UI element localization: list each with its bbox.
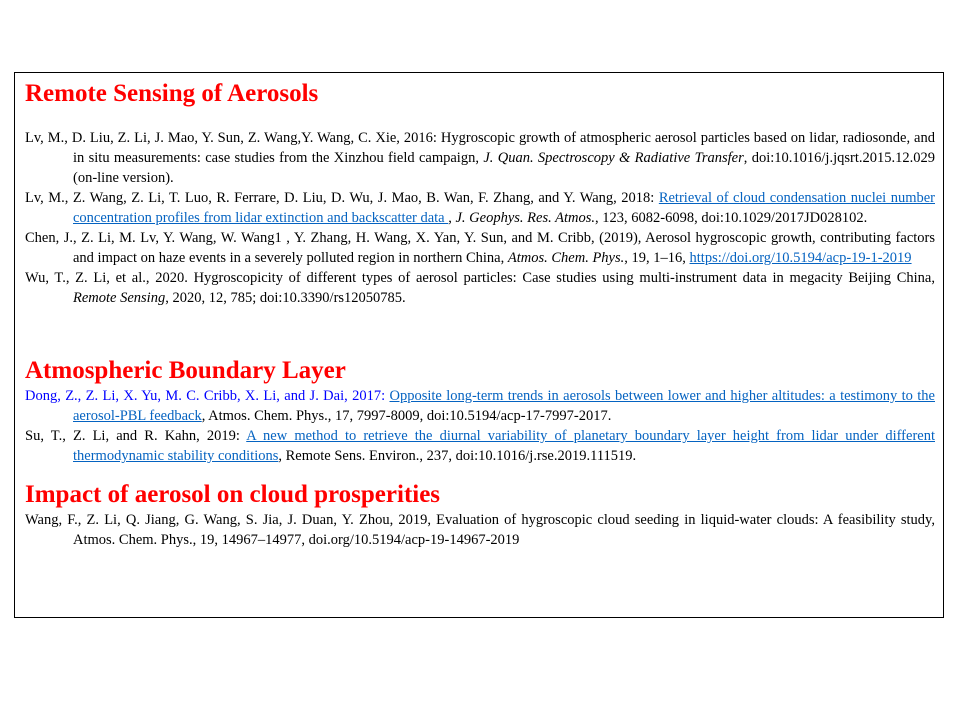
ref-authors: Lv, M., Z. Wang, Z. Li, T. Luo, R. Ferrare, D. Liu, D. Wu, J. Mao, B. Wan, F. Zhang, and Y. Wang, 2018:: [25, 190, 659, 206]
ref-journal: Atmos. Chem. Phys.: [507, 250, 625, 266]
reference-item: [25, 188, 935, 228]
ref-separator: ,: [448, 210, 456, 226]
ref-doi-link[interactable]: https://doi.org/10.5194/acp-19-1-2019: [689, 250, 912, 266]
ref-authors: Dong, Z., Z. Li, X. Yu, M. C. Cribb, X. Li, and J. Dai, 2017:: [25, 388, 390, 404]
ref-title: Hygroscopicity of different types of aerosol particles: Case studies using multi-instrument data in megacity Beijing China,: [193, 270, 935, 286]
ref-authors: Chen, J., Z. Li, M. Lv, Y. Wang, W. Wang1 , Y. Zhang, H. Wang, X. Yan, Y. Sun, and M. Cribb, (2019),: [25, 230, 646, 246]
ref-authors: Su, T., Z. Li, and R. Kahn, 2019:: [25, 428, 247, 444]
ref-tail: , 2020, 12, 785; doi:10.3390/rs12050785.: [165, 290, 406, 306]
ref-mid: , 19, 1–16,: [624, 250, 690, 266]
ref-title-link[interactable]: Retrieval of cloud condensation nuclei number concentration profiles from lidar extinction and backscatter data: [73, 190, 935, 226]
ref-authors: Lv, M., D. Liu, Z. Li, J. Mao, Y. Sun, Z. Wang,Y. Wang, C. Xie, 2016:: [25, 130, 441, 146]
ref-tail: , Atmos. Chem. Phys., 17, 7997-8009, doi:10.5194/acp-17-7997-2017.: [201, 408, 612, 424]
reference-item: [25, 386, 935, 426]
section-title-remote-sensing: Remote Sensing of Aerosols: [25, 80, 319, 107]
ref-title: Aerosol hygroscopic growth, contributing factors and impact on haze events in a severely polluted region in northern China,: [73, 230, 935, 266]
section-title-boundary-layer: Atmospheric Boundary Layer: [25, 357, 346, 384]
ref-tail: , doi:10.1016/j.jqsrt.2015.12.029 (on-line version).: [73, 150, 935, 186]
ref-title: Hygroscopic growth of atmospheric aerosol particles based on lidar, radiosonde, and in situ measurements: case studies from the Xinzhou field campaign,: [73, 130, 935, 166]
reference-item: Wang, F., Z. Li, Q. Jiang, G. Wang, S. Jia, J. Duan, Y. Zhou, 2019, Evaluation of hygroscopic cloud seeding in liquid-water clouds: A feasibility study, Atmos. Chem. Phys., 19, 14967–14977, doi.org/10.5194/acp-19-14967-2019: [25, 512, 935, 548]
ref-tail: , Remote Sens. Environ., 237, doi:10.1016/j.rse.2019.111519.: [278, 448, 637, 464]
ref-authors: Wu, T., Z. Li, et al., 2020.: [25, 270, 194, 286]
ref-journal: J. Geophys. Res. Atmos.: [455, 210, 595, 226]
ref-title-link[interactable]: Opposite long-term trends in aerosols between lower and higher altitudes: a testimony to the aerosol-PBL feedback: [73, 388, 935, 424]
reference-item: [25, 228, 935, 268]
reference-item: [25, 128, 935, 188]
references-box: [14, 72, 944, 618]
reference-item: [25, 426, 935, 466]
references-content: [25, 79, 935, 550]
section-title-cloud-impact: Impact of aerosol on cloud prosperities: [25, 481, 441, 508]
ref-tail: , 123, 6082-6098, doi:10.1029/2017JD028102.: [594, 210, 868, 226]
ref-title-link[interactable]: A new method to retrieve the diurnal variability of planetary boundary layer height from lidar under different thermodynamic stability conditions: [73, 428, 935, 464]
reference-item: [25, 268, 935, 308]
ref-journal: J. Quan. Spectroscopy & Radiative Transfer: [483, 150, 744, 166]
ref-journal: Remote Sensing: [73, 290, 166, 306]
